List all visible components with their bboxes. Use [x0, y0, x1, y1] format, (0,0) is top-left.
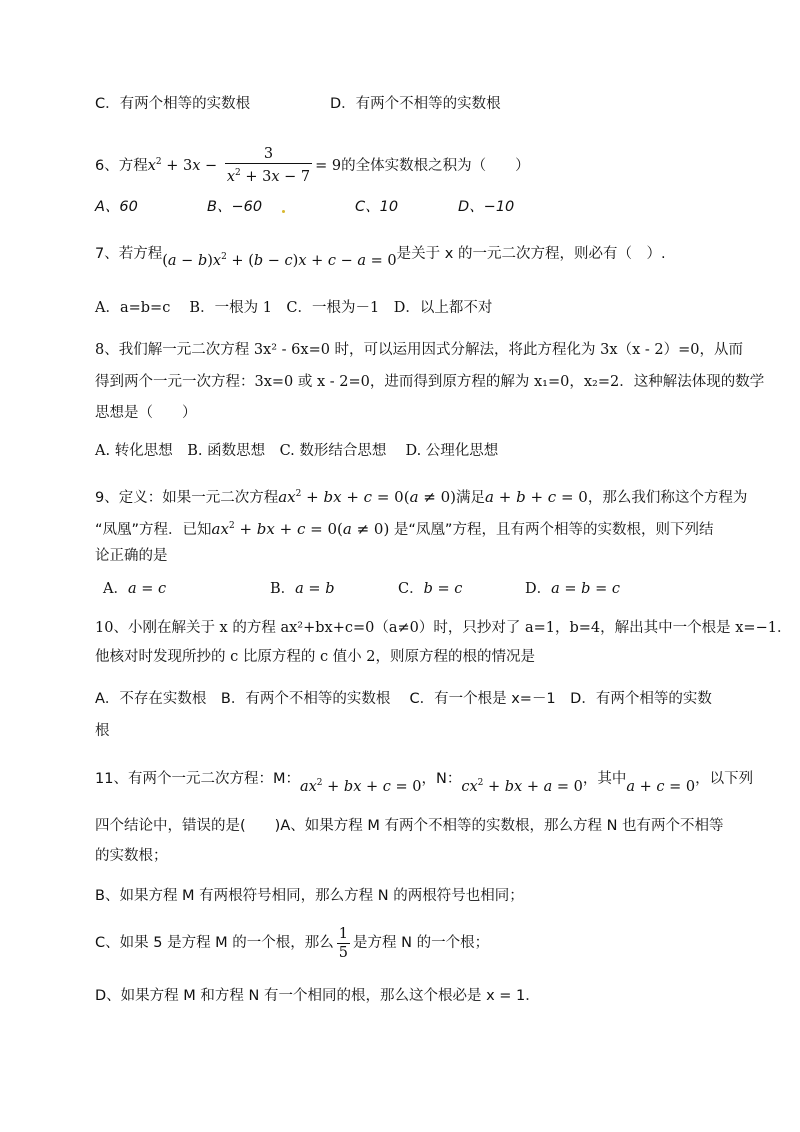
q9-option-a: A．a = c [103, 581, 167, 597]
q6-option-a: A、60 [95, 199, 138, 215]
q11-option-b: B、如果方程 M 有两根符号相同，那么方程 N 的两根符号也相同； [95, 888, 524, 904]
q10-line-2: 他核对时发现所抄的 c 比原方程的 c 值小 2，则原方程的根的情况是 [95, 649, 536, 665]
q6-stem: 6、方程$x^2 + 3x$ − $\frac{3}{x^2 + 3x - 7}$ = 9的全体实数根之积为（ ） [95, 146, 530, 186]
q6-option-d: D、−10 [458, 199, 515, 215]
q7-equation: $(a - b)x^2 + (b - c)x + c - a = 0$ [162, 252, 397, 269]
q11-line-1: 11、有两个一元二次方程：M：$ax^2$ + bx + c = 0，N：$cx^2$ + bx + a = 0，其中a + c = 0，以下列 [95, 770, 754, 795]
q7-options: A．a=b=c B．一根为 1 C．一根为－1 D．以上都不对 [95, 300, 493, 316]
q6-fraction: $\frac{3}{x^2 + 3x - 7}$ [226, 146, 311, 186]
stray-mark [282, 210, 285, 213]
q8-options: A. 转化思想 B. 函数思想 C. 数形结合思想 D. 公理化思想 [95, 443, 499, 459]
q11-line-3: 的实数根； [95, 848, 168, 864]
q6-option-b: B、−60 [207, 199, 263, 215]
q7-stem: 7、若方程$(a - b)x^2 + (b - c)x + c - a = 0$是关于 x 的一元二次方程，则必有（ ）. [95, 245, 666, 269]
q9-line-2: “凤凰”方程．已知$ax^2$ + bx + c = 0(a ≠ 0) 是“凤凰”方程，且有两个相等的实数根，则下列结 [95, 520, 714, 538]
q11-line-2: 四个结论中，错误的是( )A、如果方程 M 有两个不相等的实数根，那么方程 N 也有两个不相等 [95, 818, 724, 834]
q5-option-d: D．有两个不相等的实数根 [330, 96, 501, 112]
q5-option-c: C．有两个相等的实数根 [95, 96, 251, 112]
q8-line-1: 8、我们解一元二次方程 3x² - 6x=0 时，可以运用因式分解法，将此方程化为 3x（x - 2）=0，从而 [95, 342, 743, 358]
q9-line-1: 9、定义：如果一元二次方程$ax^2$ + bx + c = 0(a ≠ 0)满足a + b + c = 0，那么我们称这个方程为 [95, 488, 748, 506]
q11-fraction: $\frac{1}{5}$ [338, 925, 349, 961]
q9-option-c: C．b = c [398, 581, 463, 597]
q8-line-2: 得到两个一元一次方程：3x=0 或 x - 2=0，进而得到原方程的解为 x₁=0，x₂=2．这种解法体现的数学 [95, 374, 765, 390]
q8-line-3: 思想是（ ） [95, 405, 197, 421]
q6-option-c: C、10 [355, 199, 399, 215]
q10-options-wrap: 根 [95, 723, 110, 739]
q10-line-1: 10、小刚在解关于 x 的方程 ax²+bx+c=0（a≠0）时，只抄对了 a=1，b=4，解出其中一个根是 x=−1． [95, 620, 792, 636]
q9-option-b: B．a = b [270, 581, 335, 597]
q10-options: A．不存在实数根 B．有两个不相等的实数根 C．有一个根是 x=－1 D．有两个相等的实数 [95, 691, 712, 707]
q9-line-3: 论正确的是 [95, 548, 168, 564]
q11-option-d: D、如果方程 M 和方程 N 有一个相同的根，那么这个根必是 x = 1． [95, 988, 540, 1004]
q11-option-c: C、如果 5 是方程 M 的一个根，那么 $\frac{1}{5}$ 是方程 N 的一个根； [95, 925, 490, 961]
q9-option-d: D．a = b = c [525, 581, 620, 597]
